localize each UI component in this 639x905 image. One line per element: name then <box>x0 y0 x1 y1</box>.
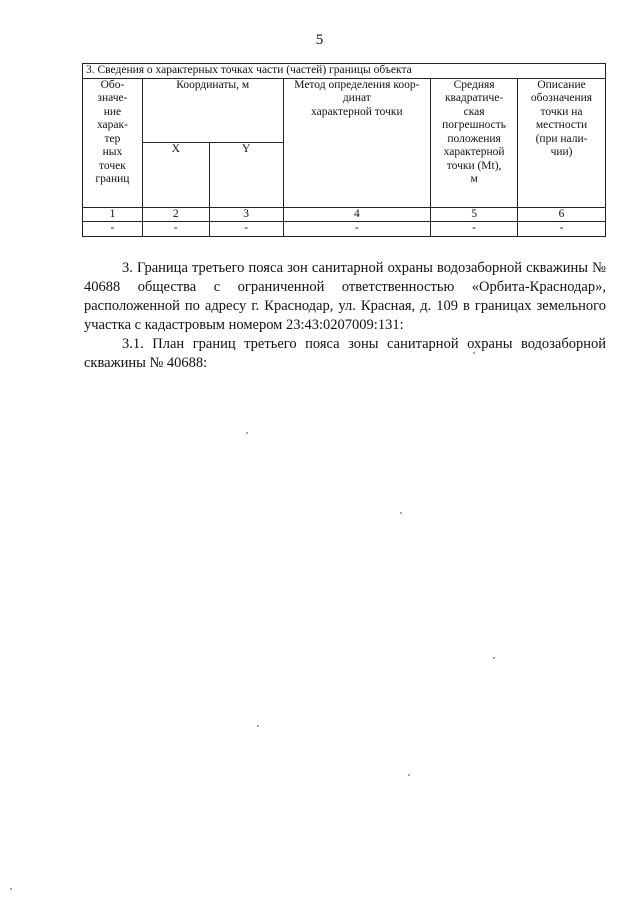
table-cell: 1 <box>83 207 143 222</box>
paragraph-zone-plan: 3.1. План границ третьего пояса зоны санитарной охраны водозаборной скважины № 40688: <box>84 336 606 371</box>
scan-speck <box>400 512 402 514</box>
header-method: Метод определения коор- динат характерной точки <box>283 78 431 207</box>
table-cell: 4 <box>283 207 431 222</box>
table-cell: - <box>209 222 283 237</box>
table-cell: - <box>431 222 518 237</box>
table-header-row <box>83 78 606 143</box>
header-designation: Обо- значе- ние харак- тер ных точек границ <box>83 78 143 207</box>
table-cell: 3 <box>209 207 283 222</box>
scan-speck <box>408 774 410 776</box>
header-y: Y <box>209 143 283 208</box>
table-caption: 3. Сведения о характерных точках части (частей) границы объекта <box>83 64 606 79</box>
table-row <box>83 222 606 237</box>
table-cell: 5 <box>431 207 518 222</box>
scan-speck <box>493 657 495 659</box>
header-error: Средняя квадратиче- ская погрешность положения характерной точки (Mt), м <box>431 78 518 207</box>
table-cell: - <box>283 222 431 237</box>
scan-speck <box>246 432 248 434</box>
header-description: Описание обозначения точки на местности (при нали- чии) <box>518 78 606 207</box>
table-cell: - <box>83 222 143 237</box>
characteristic-points-table <box>82 63 606 237</box>
table-cell: 2 <box>142 207 209 222</box>
table-cell: - <box>518 222 606 237</box>
scan-speck <box>473 352 475 354</box>
table-numbers-row <box>83 207 606 222</box>
table-cell: - <box>142 222 209 237</box>
table-cell: 6 <box>518 207 606 222</box>
header-x: X <box>142 143 209 208</box>
scan-speck <box>257 725 259 727</box>
table-caption-row <box>83 64 606 79</box>
scan-speck <box>10 888 12 890</box>
page-number: 5 <box>315 32 324 48</box>
paragraph-zone-boundary: 3. Граница третьего пояса зон санитарной охраны водозаборной скважины № 40688 общества с ограниченной ответственностью «Орбита-Краснодар», расположенной по адресу г. Краснодар, ул. Красная, д. 109 в границах земельного участка с кадастровым номером 23:43:0207009:131: <box>84 260 606 333</box>
header-coordinates: Координаты, м <box>142 78 283 143</box>
